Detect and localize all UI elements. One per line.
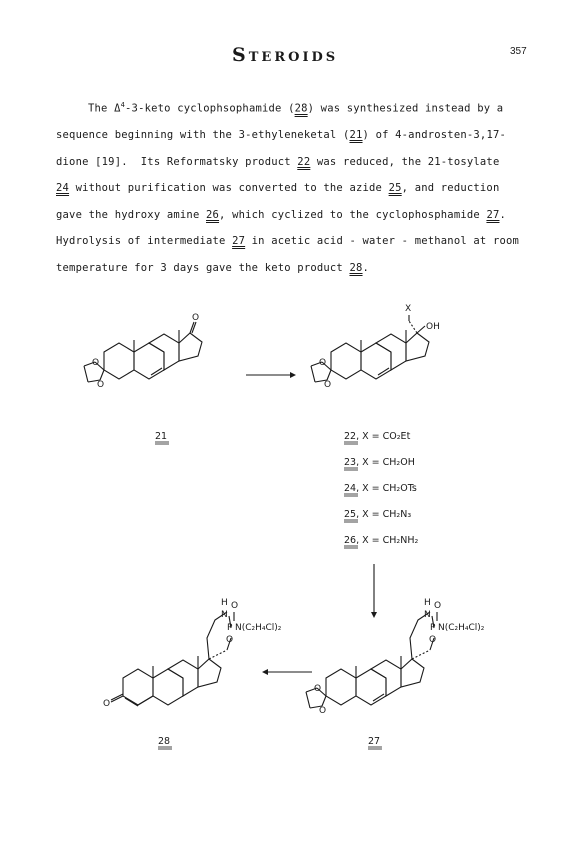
text: was reduced, the 21-tosylate xyxy=(310,155,500,168)
text: Hydrolysis of intermediate xyxy=(56,235,233,247)
atom-label: O xyxy=(319,706,327,716)
atom-label: H xyxy=(424,598,431,608)
atom-label: O xyxy=(314,684,322,694)
text: temperature for 3 days gave the keto product xyxy=(56,261,350,274)
compound-ref: 24 xyxy=(56,182,70,194)
series-label-26: 26, X = CH₂NH₂ xyxy=(344,535,419,546)
text: without purification was converted to the azide xyxy=(69,182,389,194)
series-label-24: 24, X = CH₂OTs xyxy=(344,483,417,494)
atom-label: O xyxy=(429,635,437,645)
series-list xyxy=(344,431,418,548)
atom-label: N xyxy=(424,610,431,620)
running-title-initial: S xyxy=(232,44,249,66)
page-number: 357 xyxy=(510,46,527,57)
structure-28 xyxy=(103,598,282,709)
structure-27 xyxy=(306,598,485,716)
atom-label: P xyxy=(430,623,436,633)
text: , which cyclized to the cyclophosphamide xyxy=(219,208,487,221)
running-title-rest: TEROIDS xyxy=(248,50,339,65)
atom-label: X xyxy=(405,304,412,314)
atom-label: O xyxy=(319,358,327,368)
atom-label: O xyxy=(192,313,200,323)
atom-label: O xyxy=(103,699,111,709)
compound-ref: 27 xyxy=(486,208,500,221)
atom-label: OH xyxy=(426,322,440,332)
compound-number: 21 xyxy=(155,431,168,442)
compound-ref: 26 xyxy=(206,208,220,221)
atom-label: O xyxy=(92,358,100,368)
atom-label: O xyxy=(226,635,234,645)
text: -3-keto cyclophsophamide ( xyxy=(125,102,295,115)
text: , and reduction xyxy=(401,182,500,194)
text: gave the hydroxy amine xyxy=(56,208,206,221)
series-label-25: 25, X = CH₂N₃ xyxy=(344,509,412,520)
text: dione [19]. Its Reformatsky product xyxy=(56,155,298,168)
atom-label: O xyxy=(434,601,442,611)
compound-ref: 25 xyxy=(388,182,402,194)
compound-number: 27 xyxy=(368,736,381,747)
text: in acetic acid - water - methanol at room xyxy=(245,235,520,247)
atom-label: O xyxy=(324,380,332,390)
compound-ref: 27 xyxy=(232,235,246,247)
text: The Δ xyxy=(88,102,121,115)
compound-number: 28 xyxy=(158,736,171,747)
text: sequence beginning with the 3-ethyleneketal ( xyxy=(56,129,350,141)
atom-label: N(C₂H₄Cl)₂ xyxy=(438,623,485,633)
series-label-22: 22, X = CO₂Et xyxy=(344,431,411,442)
text: . xyxy=(499,208,507,221)
atom-label: O xyxy=(97,380,105,390)
text: ) was synthesized instead by a xyxy=(307,102,504,115)
text: ) of 4-androsten-3,17- xyxy=(362,129,507,141)
compound-ref: 28 xyxy=(349,261,363,274)
structure-21 xyxy=(84,313,202,390)
series-label-23: 23, X = CH₂OH xyxy=(344,457,415,468)
text: . xyxy=(362,261,370,274)
compound-ref: 28 xyxy=(294,102,308,115)
superscript: 4 xyxy=(120,101,126,109)
atom-label: H xyxy=(221,598,228,608)
compound-ref: 22 xyxy=(297,155,311,168)
compound-ref: 21 xyxy=(349,129,363,141)
structure-22-26 xyxy=(311,304,440,390)
atom-label: N xyxy=(221,610,228,620)
atom-label: P xyxy=(227,623,233,633)
atom-label: O xyxy=(231,601,239,611)
atom-label: N(C₂H₄Cl)₂ xyxy=(235,623,282,633)
